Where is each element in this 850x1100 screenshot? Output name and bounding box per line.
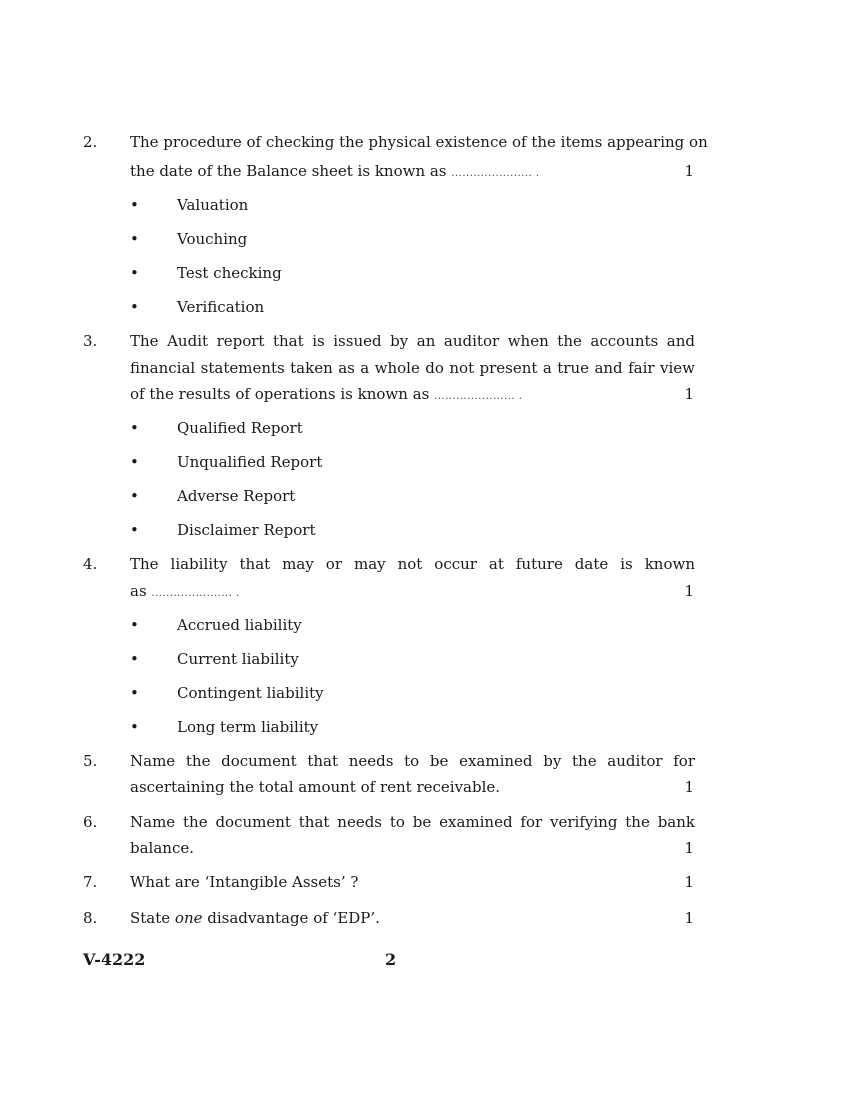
question-text-line: The Audit report that is issued by an auditor when the accounts and — [130, 332, 695, 350]
option: Test checking — [177, 264, 282, 282]
question-number: 2. — [83, 133, 98, 151]
question-text-line: ascertaining the total amount of rent receivable. — [130, 778, 501, 796]
question-text-line: balance. — [130, 839, 194, 857]
option: Verification — [177, 298, 265, 316]
question-text-line: Name the document that needs to be examined by the auditor for — [130, 752, 695, 770]
question-text-line: of the results of operations is known as ...................... . — [130, 385, 523, 403]
question-text-line: as ...................... . — [130, 582, 240, 600]
question-number: 7. — [83, 873, 98, 891]
question-text-line: the date of the Balance sheet is known as ...................... . — [130, 162, 540, 180]
bullet-icon: • — [130, 521, 139, 539]
question-text-line: Name the document that needs to be examined for verifying the bank — [130, 813, 695, 831]
question-text-line: What are ‘Intangible Assets’ ? — [130, 873, 359, 891]
bullet-icon: • — [130, 264, 139, 282]
question-number: 6. — [83, 813, 98, 831]
bullet-icon: • — [130, 616, 139, 634]
question-text-line: financial statements taken as a whole do not present a true and fair view — [130, 359, 695, 377]
bullet-icon: • — [130, 230, 139, 248]
option: Qualified Report — [177, 419, 303, 437]
bullet-icon: • — [130, 718, 139, 736]
bullet-icon: • — [130, 684, 139, 702]
question-text-line: State one disadvantage of ‘EDP’. — [130, 909, 380, 927]
marks: 1 — [684, 385, 694, 403]
question-number: 3. — [83, 332, 98, 350]
marks: 1 — [684, 582, 694, 600]
bullet-icon: • — [130, 298, 139, 316]
option: Disclaimer Report — [177, 521, 316, 539]
marks: 1 — [684, 839, 694, 857]
page-number: 2 — [385, 950, 397, 969]
option: Unqualified Report — [177, 453, 323, 471]
bullet-icon: • — [130, 650, 139, 668]
answer-blank: ...................... . — [151, 588, 240, 599]
emphasis: one — [174, 909, 203, 927]
option: Vouching — [177, 230, 248, 248]
paper-code: V-4222 — [83, 950, 146, 969]
question-number: 8. — [83, 909, 98, 927]
bullet-icon: • — [130, 487, 139, 505]
option: Long term liability — [177, 718, 319, 736]
answer-blank: ...................... . — [451, 168, 540, 179]
option: Contingent liability — [177, 684, 324, 702]
option: Adverse Report — [177, 487, 296, 505]
bullet-icon: • — [130, 419, 139, 437]
option: Current liability — [177, 650, 299, 668]
answer-blank: ...................... . — [434, 391, 523, 402]
question-text-line: The procedure of checking the physical existence of the items appearing on — [130, 133, 708, 151]
marks: 1 — [684, 909, 694, 927]
question-text-line: The liability that may or may not occur at future date is known — [130, 555, 695, 573]
bullet-icon: • — [130, 453, 139, 471]
question-number: 5. — [83, 752, 98, 770]
question-number: 4. — [83, 555, 98, 573]
option: Valuation — [177, 196, 249, 214]
marks: 1 — [684, 873, 694, 891]
marks: 1 — [684, 778, 694, 796]
bullet-icon: • — [130, 196, 139, 214]
option: Accrued liability — [177, 616, 302, 634]
marks: 1 — [684, 162, 694, 180]
